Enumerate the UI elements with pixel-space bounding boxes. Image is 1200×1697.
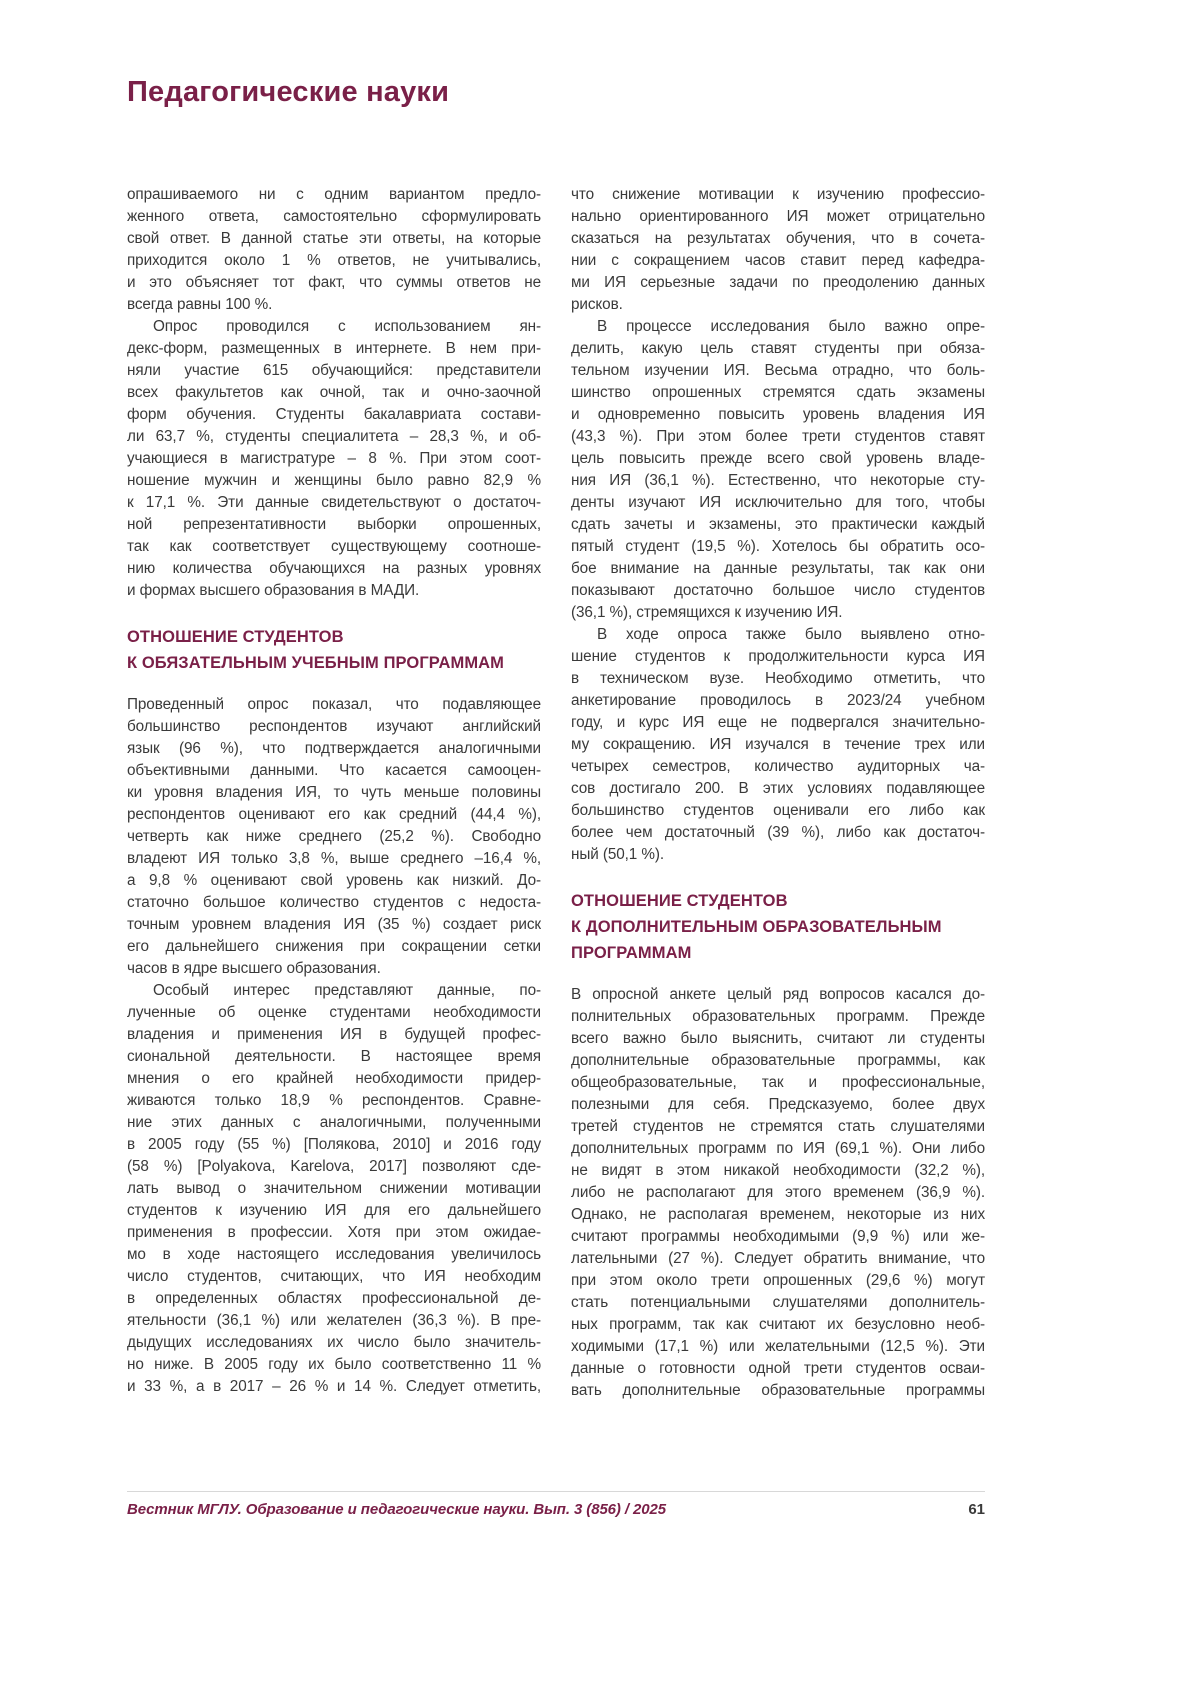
text-line: году, и курс ИЯ еще не подвергался значительно- (571, 714, 985, 731)
text-line: В опросной анкете целый ряд вопросов касался до- (571, 986, 985, 1003)
text-line: и одновременно повысить уровень владения ИЯ (571, 406, 985, 423)
text-line: к 17,1 %. Эти данные свидетельствуют о достаточ- (127, 494, 541, 511)
text-line: рисков. (571, 296, 623, 313)
heading-line: ОТНОШЕНИЕ СТУДЕНТОВ (571, 892, 788, 910)
text-line: ношение мужчин и женщины было равно 82,9 % (127, 472, 541, 489)
text-line: считают программы необходимыми (9,9 %) или же- (571, 1228, 985, 1245)
text-line: ми ИЯ серьезные задачи по преодолению данных (571, 274, 985, 291)
text-line: Опрос проводился с использованием ян- (153, 318, 541, 335)
text-line: ки уровня владения ИЯ, то чуть меньше половины (127, 784, 541, 801)
paragraph (571, 624, 985, 866)
text-line: владения и применения ИЯ в будущей профес- (127, 1026, 541, 1043)
text-line: полнительных образовательных программ. Прежде (571, 1008, 985, 1025)
footer-journal-title: Вестник МГЛУ. Образование и педагогические науки. Вып. 3 (856) / 2025 (127, 1501, 666, 1518)
paragraph (127, 694, 541, 980)
text-line: ние этих данных с аналогичными, полученными (127, 1114, 541, 1131)
paragraph (571, 984, 985, 1402)
text-line: его дальнейшего снижения при сокращении сетки (127, 938, 541, 955)
text-line: либо не располагают для этого временем (36,9 %). (571, 1184, 985, 1201)
section-heading (127, 624, 541, 676)
text-line: нию количества обучающихся на разных уровнях (127, 560, 541, 577)
text-line: дыдущих исследованиях их число было значитель- (127, 1334, 541, 1351)
text-line: нально ориентированного ИЯ может отрицательно (571, 208, 985, 225)
text-line: ный (50,1 %). (571, 846, 664, 863)
text-line: тельном изучении ИЯ. Весьма отрадно, что боль- (571, 362, 985, 379)
text-line: дополнительные образовательные программы, как (571, 1052, 985, 1069)
text-line: женного ответа, самостоятельно сформулировать (127, 208, 541, 225)
text-line: большинство студентов оценивали его либо как (571, 802, 985, 819)
text-line: общеобразовательные, так и профессиональные, (571, 1074, 985, 1091)
text-line: в определенных областях профессиональной де- (127, 1290, 541, 1307)
text-line: пятый студент (19,5 %). Хотелось бы обратить осо- (571, 538, 985, 555)
text-line: в техническом вузе. Необходимо отметить, что (571, 670, 985, 687)
text-line: няли участие 615 обучающийся: представители (127, 362, 541, 379)
paragraph (127, 184, 541, 316)
text-line: четверть как ниже среднего (25,2 %). Свободно (127, 828, 541, 845)
right-column (571, 184, 985, 1402)
text-line: ной репрезентативности выборки опрошенных, (127, 516, 541, 533)
text-line: вать дополнительные образовательные программы (571, 1382, 985, 1399)
text-line: показывают достаточно большое число студентов (571, 582, 985, 599)
text-line: нии с сокращением часов ставит перед кафедра- (571, 252, 985, 269)
text-line: приходится около 1 % ответов, не учитывались, (127, 252, 541, 269)
heading-line: К ОБЯЗАТЕЛЬНЫМ УЧЕБНЫМ ПРОГРАММАМ (127, 654, 505, 672)
text-line: сиональной деятельности. В настоящее время (127, 1048, 541, 1065)
text-line: анкетирование проводилось в 2023/24 учебном (571, 692, 985, 709)
text-line: статочно большое количество студентов с недоста- (127, 894, 541, 911)
two-column-text-area (127, 184, 985, 1402)
text-line: сдать зачеты и экзамены, это практически каждый (571, 516, 985, 533)
text-line: ли 63,7 %, студенты специалитета – 28,3 %, и об- (127, 428, 541, 445)
text-line: мо в ходе настоящего исследования увеличилось (127, 1246, 541, 1263)
text-line: сказаться на результатах обучения, что в сочета- (571, 230, 985, 247)
section-heading (571, 888, 985, 966)
text-line: лательными (27 %). Следует обратить внимание, что (571, 1250, 985, 1267)
text-line: (36,1 %), стремящихся к изучению ИЯ. (571, 604, 843, 621)
text-line: шение студентов к продолжительности курса ИЯ (571, 648, 985, 665)
text-line: стать потенциальными слушателями дополнитель- (571, 1294, 985, 1311)
text-line: всего важно было выяснить, считают ли студенты (571, 1030, 985, 1047)
text-line: дополнительных программ по ИЯ (69,1 %). Они либо (571, 1140, 985, 1157)
text-line: респондентов оценивают его как средний (44,4 %), (127, 806, 541, 823)
paragraph (571, 316, 985, 624)
text-line: опрашиваемого ни с одним вариантом предло- (127, 186, 541, 203)
text-line: а 9,8 % оценивают свой уровень как низкий. До- (127, 872, 541, 889)
text-line: всех факультетов как очной, так и очно-заочной (127, 384, 541, 401)
paragraph (127, 980, 541, 1398)
text-line: (43,3 %). При этом более трети студентов ставят (571, 428, 985, 445)
text-line: и 33 %, а в 2017 – 26 % и 14 %. Следует отметить, (127, 1378, 541, 1395)
text-line: часов в ядре высшего образования. (127, 960, 381, 977)
text-line: делить, какую цель ставят студенты при обяза- (571, 340, 985, 357)
text-line: применения в профессии. Хотя при этом ожидае- (127, 1224, 541, 1241)
text-line: Особый интерес представляют данные, по- (153, 982, 541, 999)
text-line: но ниже. В 2005 году их было соответственно 11 % (127, 1356, 541, 1373)
text-line: и это объясняет тот факт, что суммы ответов не (127, 274, 541, 291)
left-column (127, 184, 541, 1402)
text-line: язык (96 %), что подтверждается аналогичными (127, 740, 541, 757)
text-line: число студентов, считающих, что ИЯ необходим (127, 1268, 541, 1285)
page-footer (127, 1491, 985, 1518)
paragraph (571, 184, 985, 316)
text-line: сов достигало 200. В этих условиях подавляющее (571, 780, 985, 797)
page-number: 61 (968, 1501, 985, 1518)
heading-line: ПРОГРАММАМ (571, 944, 692, 962)
text-line: Однако, не располагая временем, некоторые из них (571, 1206, 985, 1223)
text-line: так как соответствует существующему соотноше- (127, 538, 541, 555)
text-line: владеют ИЯ только 3,8 %, выше среднего –16,4 %, (127, 850, 541, 867)
text-line: мнения о его крайней необходимости придер- (127, 1070, 541, 1087)
running-head-section-title: Педагогические науки (127, 76, 450, 108)
text-line: свой ответ. В данной статье эти ответы, на которые (127, 230, 541, 247)
text-line: полезными для себя. Предсказуемо, более двух (571, 1096, 985, 1113)
text-line: форм обучения. Студенты бакалавриата состави- (127, 406, 541, 423)
text-line: всегда равны 100 %. (127, 296, 273, 313)
text-line: бое внимание на данные результаты, так как они (571, 560, 985, 577)
text-line: лать вывод о значительном снижении мотивации (127, 1180, 541, 1197)
text-line: при этом около трети опрошенных (29,6 %) могут (571, 1272, 985, 1289)
text-line: лученные об оценке студентами необходимости (127, 1004, 541, 1021)
text-line: более чем достаточный (39 %), либо как достаточ- (571, 824, 985, 841)
text-line: что снижение мотивации к изучению профессио- (571, 186, 985, 203)
text-line: декс-форм, размещенных в интернете. В нем при- (127, 340, 541, 357)
text-line: студентов к изучению ИЯ для его дальнейшего (127, 1202, 541, 1219)
text-line: В процессе исследования было важно опре- (597, 318, 985, 335)
text-line: живаются только 18,9 % респондентов. Сравне- (127, 1092, 541, 1109)
text-line: В ходе опроса также было выявлено отно- (597, 626, 985, 643)
text-line: денты изучают ИЯ исключительно для того, чтобы (571, 494, 985, 511)
text-line: цель повысить прежде всего свой уровень владе- (571, 450, 985, 467)
text-line: ятельности (36,1 %) или желателен (36,3 %). В пре- (127, 1312, 541, 1329)
heading-line: К ДОПОЛНИТЕЛЬНЫМ ОБРАЗОВАТЕЛЬНЫМ (571, 918, 942, 936)
text-line: данные о готовности одной трети студентов осваи- (571, 1360, 985, 1377)
text-line: точным уровнем владения ИЯ (35 %) создает риск (127, 916, 541, 933)
paragraph (127, 316, 541, 602)
text-line: шинство опрошенных стремятся сдать экзамены (571, 384, 985, 401)
text-line: ных программ, так как считают их безусловно необ- (571, 1316, 985, 1333)
text-line: объективными данными. Что касается самооцен- (127, 762, 541, 779)
text-line: Проведенный опрос показал, что подавляющее (127, 696, 541, 713)
text-line: большинство респондентов изучают английский (127, 718, 541, 735)
text-line: учающиеся в магистратуре – 8 %. При этом соот- (127, 450, 541, 467)
text-line: (58 %) [Polyakova, Karelova, 2017] позволяют сде- (127, 1158, 541, 1175)
heading-line: ОТНОШЕНИЕ СТУДЕНТОВ (127, 628, 344, 646)
text-line: в 2005 году (55 %) [Полякова, 2010] и 2016 году (127, 1136, 541, 1153)
text-line: ходимыми (17,1 %) или желательными (12,5 %). Эти (571, 1338, 985, 1355)
text-line: не видят в этом никакой необходимости (32,2 %), (571, 1162, 985, 1179)
text-line: третей студентов не стремятся стать слушателями (571, 1118, 985, 1135)
text-line: му сокращению. ИЯ изучался в течение трех или (571, 736, 985, 753)
text-line: ния ИЯ (36,1 %). Естественно, что некоторые сту- (571, 472, 985, 489)
text-line: и формах высшего образования в МАДИ. (127, 582, 420, 599)
text-line: четырех семестров, количество аудиторных ча- (571, 758, 985, 775)
